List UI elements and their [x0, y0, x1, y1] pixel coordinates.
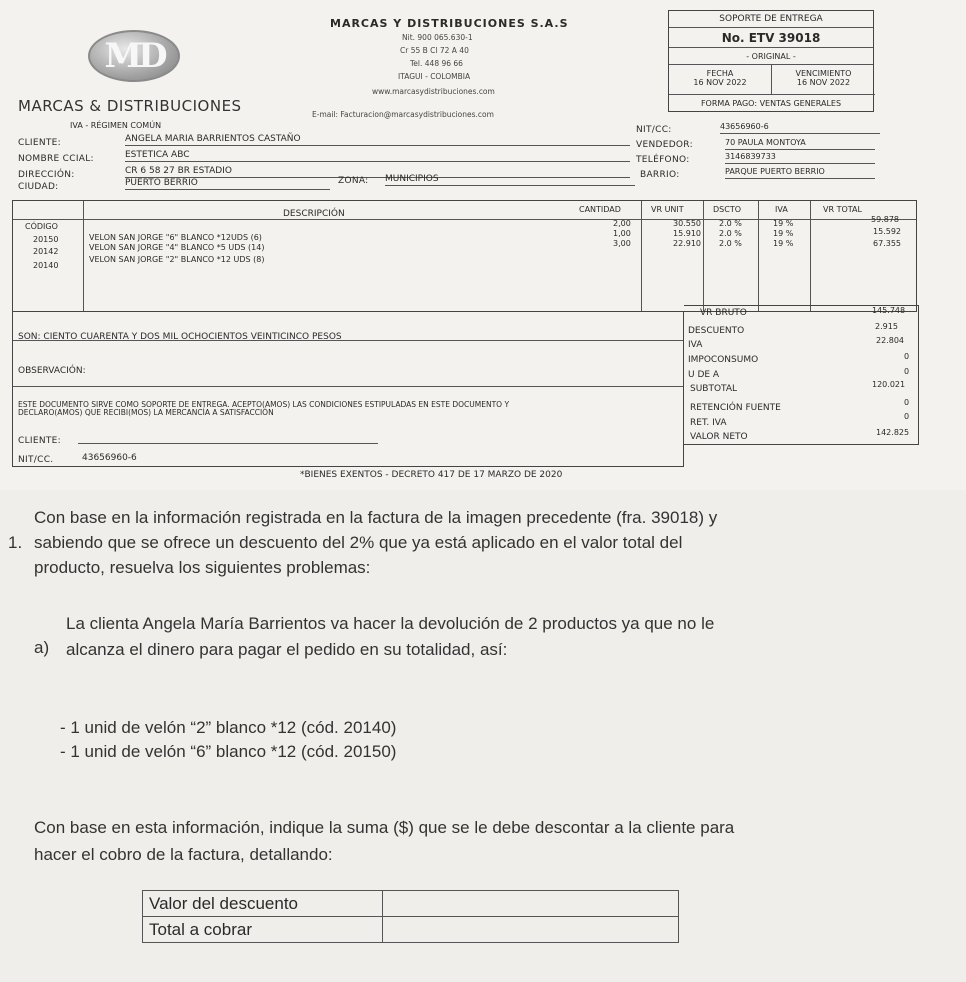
delivery-support-box	[668, 10, 874, 112]
legal-text-1: ESTE DOCUMENTO SIRVE COMO SOPORTE DE ENTREGA. ACEPTO(AMOS) LAS CONDICIONES ESTIPULADAS EN ESTE DOCUMENTO Y	[18, 400, 510, 409]
subquestion-label: a)	[34, 638, 50, 657]
table-row	[143, 917, 679, 943]
signature-nit-value: 43656960-6	[82, 453, 137, 463]
total-label: U DE A	[688, 370, 720, 380]
row-discount: 2.0 %	[719, 239, 742, 248]
client-label: CLIENTE:	[18, 138, 61, 148]
company-nit: Nit. 900 065.630-1	[402, 33, 473, 42]
row-code: 20140	[33, 261, 59, 270]
question-line-3: producto, resuelva los siguientes problemas:	[34, 558, 371, 577]
seller-value: 70 PAULA MONTOYA	[725, 138, 875, 150]
row-description: VELON SAN JORGE "2" BLANCO *12 UDS (8)	[89, 255, 265, 264]
trade-name-value: ESTETICA ABC	[125, 150, 630, 162]
row-description: VELON SAN JORGE "6" BLANCO *12UDS (6)	[89, 233, 262, 242]
items-table	[12, 200, 917, 312]
due-date-cell	[772, 65, 875, 95]
returned-item-2: - 1 unid de velón “6” blanco *12 (cód. 20150)	[60, 742, 397, 761]
total-value: 120.021	[872, 380, 906, 389]
payment-form: FORMA PAGO: VENTAS GENERALES	[700, 99, 842, 108]
total-label: DESCUENTO	[688, 326, 745, 336]
row-unit-value: 22.910	[673, 239, 701, 248]
total-to-charge-cell[interactable]	[383, 917, 679, 943]
company-name: MARCAS Y DISTRIBUCIONES S.A.S	[330, 17, 569, 30]
zone-label: ZONA:	[338, 176, 369, 186]
tax-regime: IVA - RÉGIMEN COMÚN	[70, 121, 162, 130]
address-label: DIRECCIÓN:	[18, 170, 75, 180]
row-total: 67.355	[873, 239, 901, 248]
table-row	[143, 891, 679, 917]
returned-item-1: - 1 unid de velón “2” blanco *12 (cód. 20140)	[60, 718, 397, 737]
subquestion-line-1: La clienta Angela María Barrientos va hacer la devolución de 2 productos ya que no le	[66, 614, 715, 633]
row-vat: 19 %	[773, 239, 794, 248]
due-date-label: VENCIMIENTO	[795, 69, 852, 78]
instruction-line-2: hacer el cobro de la factura, detallando:	[34, 845, 333, 864]
footer-note: *BIENES EXENTOS - DECRETO 417 DE 17 MARZO DE 2020	[300, 470, 563, 480]
company-phone: Tel. 448 96 66	[410, 59, 463, 68]
date-label: FECHA	[706, 69, 734, 78]
signature-line	[78, 434, 378, 444]
col-header-quantity: CANTIDAD	[579, 205, 621, 214]
question-line-2: sabiendo que se ofrece un descuento del 2% que ya está aplicado en el valor total del	[34, 533, 683, 552]
total-value: 0	[904, 367, 910, 376]
total-label: VR BRUTO	[700, 308, 747, 318]
company-logo	[88, 30, 180, 82]
row-vat: 19 %	[773, 229, 794, 238]
signature-client-label: CLIENTE:	[18, 436, 61, 446]
brand-name: MARCAS & DISTRIBUCIONES	[18, 97, 242, 115]
row-unit-value: 15.910	[673, 229, 701, 238]
col-header-discount: DSCTO	[713, 205, 742, 214]
total-value: 0	[904, 412, 910, 421]
invoice-document	[0, 0, 966, 490]
col-header-vat: IVA	[775, 205, 788, 214]
row-vat: 19 %	[773, 219, 794, 228]
row-quantity: 3,00	[613, 239, 631, 248]
support-number: No. ETV 39018	[669, 28, 873, 48]
row-code: 20142	[33, 247, 59, 256]
row-unit-value: 30.550	[673, 219, 701, 228]
row-description: VELON SAN JORGE "4" BLANCO *5 UDS (14)	[89, 243, 265, 252]
row-discount: 2.0 %	[719, 219, 742, 228]
support-title: SOPORTE DE ENTREGA	[669, 11, 873, 28]
row-discount: 2.0 %	[719, 229, 742, 238]
total-label: RET. IVA	[690, 418, 727, 428]
total-label: IMPOCONSUMO	[688, 355, 759, 365]
col-header-description: DESCRIPCIÓN	[283, 209, 345, 219]
zone-value: MUNICIPIOS	[385, 174, 635, 186]
observation-label: OBSERVACIÓN:	[18, 366, 86, 376]
company-web: www.marcasydistribuciones.com	[372, 87, 495, 96]
nit-value: 43656960-6	[720, 122, 880, 134]
col-header-total: VR TOTAL	[823, 205, 862, 214]
city-value: PUERTO BERRIO	[125, 178, 330, 190]
phone-label: TELÉFONO:	[636, 155, 690, 165]
row-code: 20150	[33, 235, 59, 244]
total-label: IVA	[688, 340, 703, 350]
row-total: 59.878	[871, 215, 899, 224]
total-label: VALOR NETO	[690, 432, 748, 442]
total-value: 0	[904, 398, 910, 407]
total-to-charge-label: Total a cobrar	[143, 917, 383, 943]
row-quantity: 2,00	[613, 219, 631, 228]
seller-label: VENDEDOR:	[636, 140, 693, 150]
nit-label: NIT/CC:	[636, 125, 672, 135]
due-date-value: 16 NOV 2022	[796, 78, 851, 87]
city-label: CIUDAD:	[18, 182, 59, 192]
legal-text-2: DECLARO(AMOS) QUE RECIBI(MOS) LA MERCANCÍA A SATISFACCIÓN	[18, 408, 274, 417]
total-value: 0	[904, 352, 910, 361]
question-number: 1.	[8, 533, 23, 552]
col-header-unit-value: VR UNIT	[651, 205, 684, 214]
discount-value-cell[interactable]	[383, 891, 679, 917]
client-value: ANGELA MARIA BARRIENTOS CASTAÑO	[125, 134, 630, 146]
company-address: Cr 55 B Cl 72 A 40	[400, 46, 469, 55]
neighborhood-label: BARRIO:	[640, 170, 680, 180]
question-line-1: Con base en la información registrada en la factura de la imagen precedente (fra. 39018) y	[34, 508, 718, 527]
total-label: SUBTOTAL	[690, 384, 738, 394]
trade-name-label: NOMBRE CCIAL:	[18, 154, 94, 164]
total-value: 142.825	[876, 428, 910, 437]
date-value: 16 NOV 2022	[693, 78, 747, 87]
row-quantity: 1,00	[613, 229, 631, 238]
original-label: - ORIGINAL -	[669, 48, 873, 65]
address-value: CR 6 58 27 BR ESTADIO	[125, 166, 630, 178]
total-value: 22.804	[876, 336, 904, 345]
company-city: ITAGUI - COLOMBIA	[398, 72, 471, 81]
date-cell	[669, 65, 772, 95]
answer-table	[142, 890, 679, 943]
amount-in-words: SON: CIENTO CUARENTA Y DOS MIL OCHOCIENTOS VEINTICINCO PESOS	[18, 332, 342, 342]
row-total: 15.592	[873, 227, 901, 236]
col-header-code: CÓDIGO	[25, 222, 58, 231]
company-email: E-mail: Facturacion@marcasydistribuciones.com	[312, 110, 494, 119]
total-label: RETENCIÓN FUENTE	[690, 403, 781, 413]
phone-value: 3146839733	[725, 152, 875, 164]
signature-nit-label: NIT/CC.	[18, 455, 54, 465]
total-value: 145.748	[872, 306, 906, 315]
total-value: 2.915	[875, 322, 898, 331]
discount-value-label: Valor del descuento	[143, 891, 383, 917]
neighborhood-value: PARQUE PUERTO BERRIO	[725, 167, 875, 179]
subquestion-line-2: alcanza el dinero para pagar el pedido en su totalidad, así:	[66, 640, 508, 659]
instruction-line-1: Con base en esta información, indique la suma ($) que se le debe descontar a la cliente para	[34, 818, 735, 837]
logo-text: MD	[104, 36, 164, 76]
